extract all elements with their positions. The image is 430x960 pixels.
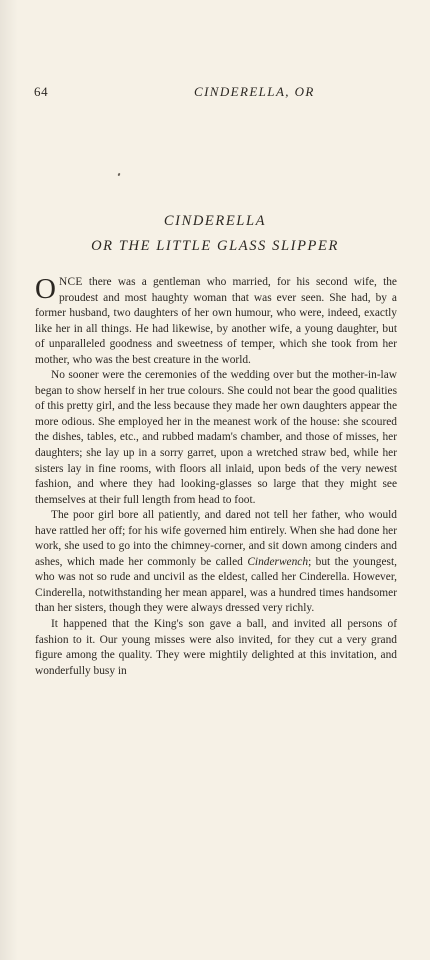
paragraph-2: No sooner were the ceremonies of the wedding over but the mother-in-law began to show herself in her true colours. She could not bear the good qualities of this pretty girl, and the less because they made her own daughters appear the more odious. She employed her in the meanest work of the house: she scoured the dishes, tables, etc., and rubbed madam's chamber, and those of misses, her daughters; she lay up in a sorry garret, upon a wretched straw bed, while her sisters lay in fine rooms, with floors all inlaid, upon beds of the very newest fashion, and where they had looking-glasses so large that they might see themselves at their full length from head to foot. [35,369,397,506]
paragraph-3 [35,508,397,617]
ink-speck [117,173,120,177]
running-title: CINDERELLA, OR [194,84,315,99]
page-number: 64 [34,84,49,99]
story-body [35,275,397,679]
paragraph-3-text-before: The poor girl bore all patiently, and dared not tell her father, who would have rattled her off; for his wife governed him entirely. When she had done her work, she used to go into the chimney-corner, and sit down among cinders and ashes, which made her commonly be called [35,509,397,568]
paragraph-1-text: there was a gentleman who married, for his second wife, the proudest and most haughty woman that was ever seen. She had, by a former husband, two daughters of her own humour, who were, indeed, exactly like her in all things. He had likewise, by another wife, a young daughter, but of unparalleled goodness and sweetness of temper, which she took from her mother, who was the best creature in the world. [35,276,397,366]
running-head [34,84,396,102]
paragraph-1 [35,275,397,368]
drop-cap: O [35,273,56,305]
story-title-line-2: OR THE LITTLE GLASS SLIPPER [91,238,339,254]
paragraph-3-italic-word: Cinderwench [247,555,309,568]
paragraph-3-text-after: ; but the youngest, who was not so rude and uncivil as the eldest, called her Cinderella. However, Cinderella, notwithstanding her mean apparel, was a hundred times handsomer than her sisters, though they were always dressed very richly. [35,555,397,615]
paragraph-1-opening: NCE [58,276,83,288]
story-title [34,209,396,259]
paragraph-4: It happened that the King's son gave a ball, and invited all persons of fashion to it. Our young misses were also invited, for they cut a very grand figure among the quality. They were mightily delighted at this invitation, and wonderfully busy in [35,618,397,677]
story-title-line-1: CINDERELLA [163,213,267,229]
